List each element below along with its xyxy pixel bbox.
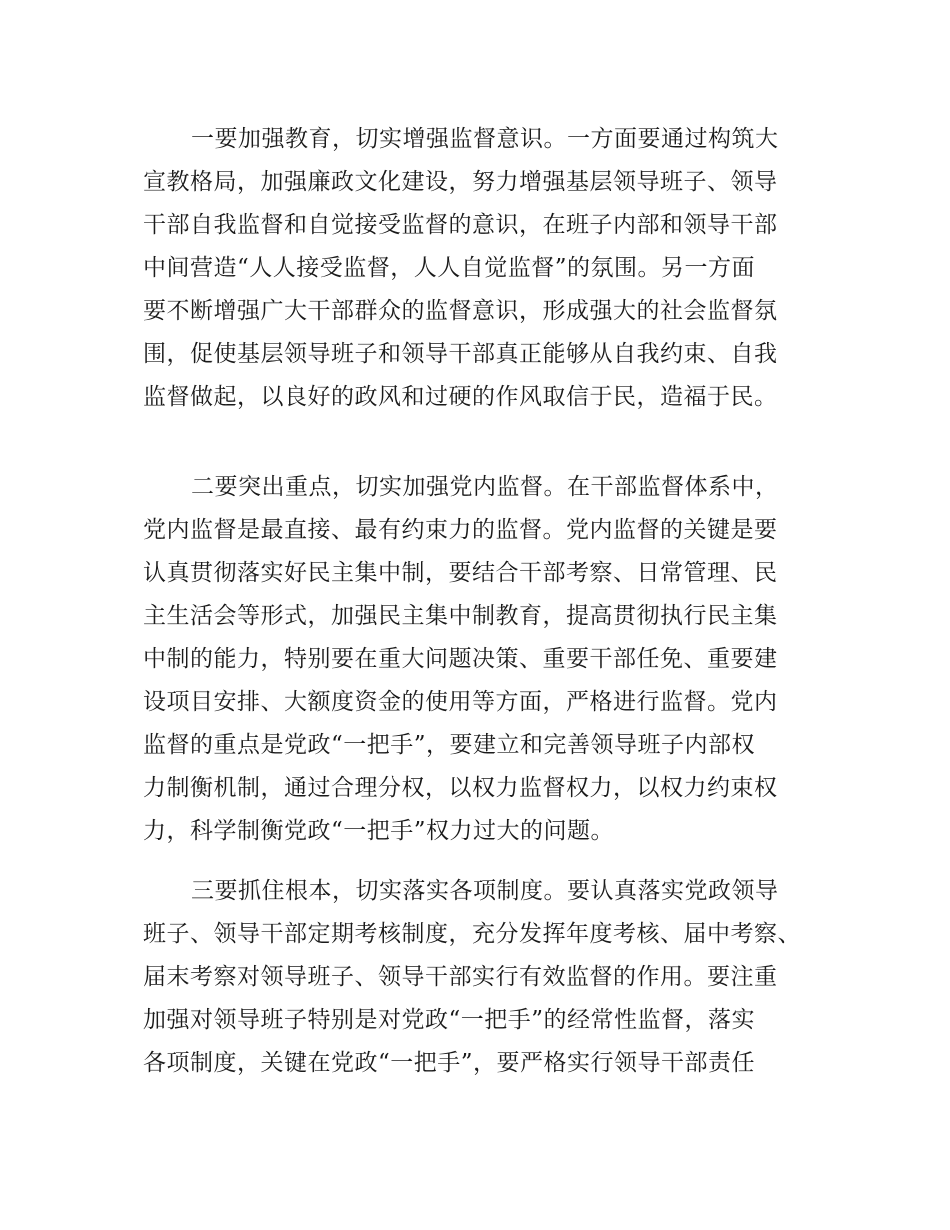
text-line: 要不断增强广大干部群众的监督意识，形成强大的社会监督氛 <box>143 298 778 324</box>
text-line: 设项目安排、大额度资金的使用等方面，严格进行监督。党内 <box>143 689 778 715</box>
text-line: 各项制度，关键在党政“一把手”，要严格实行领导干部责任 <box>143 1050 756 1076</box>
text-line: 届末考察对领导班子、领导干部实行有效监督的作用。要注重 <box>143 964 778 990</box>
text-line: 干部自我监督和自觉接受监督的意识，在班子内部和领导干部 <box>143 212 778 238</box>
text-line: 三要抓住根本，切实落实各项制度。要认真落实党政领导 <box>191 878 779 904</box>
text-line: 中制的能力，特别要在重大问题决策、重要干部任免、重要建 <box>143 646 778 672</box>
text-line: 中间营造“人人接受监督，人人自觉监督”的氛围。另一方面 <box>143 255 756 281</box>
text-line: 党内监督是最直接、最有约束力的监督。党内监督的关键是要 <box>143 517 778 543</box>
text-line: 一要加强教育，切实增强监督意识。一方面要通过构筑大 <box>191 126 779 152</box>
text-line: 二要突出重点，切实加强党内监督。在干部监督体系中， <box>191 474 779 500</box>
text-line: 加强对领导班子特别是对党政“一把手”的经常性监督，落实 <box>143 1007 756 1033</box>
paragraph-institutions <box>143 870 823 1085</box>
text-line: 宣教格局，加强廉政文化建设，努力增强基层领导班子、领导 <box>143 169 778 195</box>
paragraph-party-supervision <box>143 466 823 853</box>
paragraph-education <box>143 118 823 419</box>
text-line: 主生活会等形式，加强民主集中制教育，提高贯彻执行民主集 <box>143 603 778 629</box>
text-line: 监督做起，以良好的政风和过硬的作风取信于民，造福于民。 <box>143 384 778 410</box>
text-line: 班子、领导干部定期考核制度，充分发挥年度考核、届中考察、 <box>143 921 801 947</box>
text-line: 力，科学制衡党政“一把手”权力过大的问题。 <box>143 818 615 844</box>
text-line: 监督的重点是党政“一把手”，要建立和完善领导班子内部权 <box>143 732 756 758</box>
text-line: 认真贯彻落实好民主集中制，要结合干部考察、日常管理、民 <box>143 560 778 586</box>
text-line: 力制衡机制，通过合理分权，以权力监督权力，以权力约束权 <box>143 775 778 801</box>
text-line: 围，促使基层领导班子和领导干部真正能够从自我约束、自我 <box>143 341 778 367</box>
